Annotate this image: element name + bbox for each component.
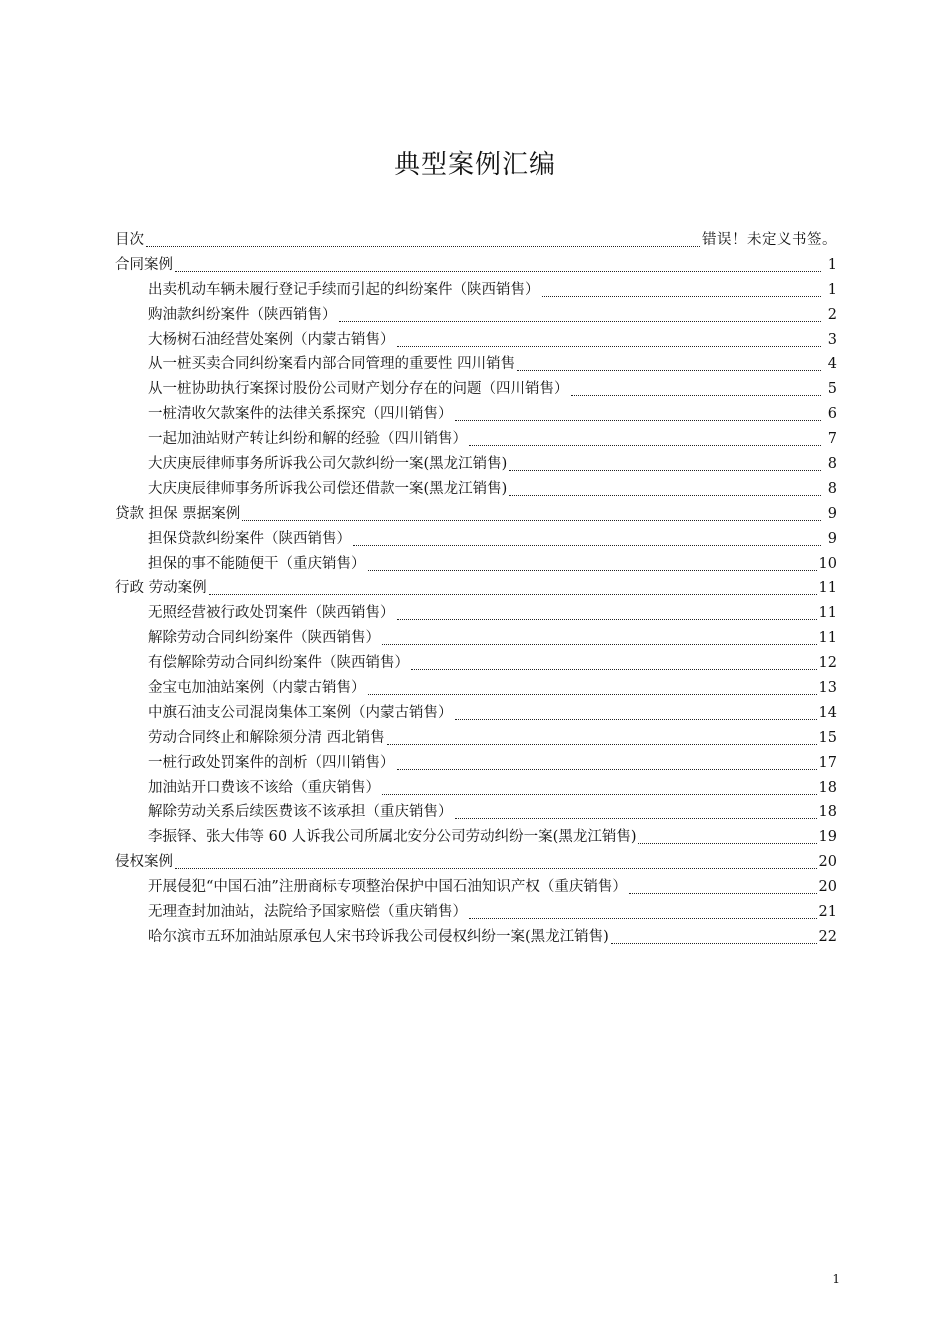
toc-leader-dots — [517, 370, 821, 371]
toc-entry-label: 解除劳动合同纠纷案件（陕西销售） — [148, 630, 380, 647]
toc-entry-label: 大庆庚辰律师事务所诉我公司欠款纠纷一案(黑龙江销售) — [148, 456, 508, 473]
toc-entry[interactable] — [115, 377, 837, 402]
toc-entry-page: 19 — [818, 829, 837, 846]
toc-entry[interactable] — [115, 751, 837, 776]
toc-entry-page: 3 — [827, 331, 837, 348]
toc-entry[interactable] — [115, 402, 837, 427]
toc-entry-label: 大庆庚辰律师事务所诉我公司偿还借款一案(黑龙江销售) — [148, 480, 508, 497]
toc-entry[interactable] — [115, 427, 837, 452]
toc-entry[interactable] — [115, 477, 837, 502]
toc-leader-dots — [146, 246, 700, 247]
toc-entry-page: 18 — [818, 779, 837, 796]
toc-entry-label: 一桩行政处罚案件的剖析（四川销售） — [148, 754, 395, 771]
toc-entry-page: 11 — [818, 605, 837, 622]
toc-entry-label: 有偿解除劳动合同纠纷案件（陕西销售） — [148, 655, 409, 672]
toc-entry-label: 出卖机动车辆未履行登记手续而引起的纠纷案件（陕西销售） — [148, 281, 540, 298]
toc-leader-dots — [455, 818, 817, 819]
page-number: 1 — [832, 1272, 840, 1286]
toc-entry[interactable] — [115, 676, 837, 701]
toc-entry[interactable] — [115, 303, 837, 328]
toc-entry[interactable] — [115, 651, 837, 676]
toc-entry-label: 购油款纠纷案件（陕西销售） — [148, 306, 337, 323]
toc-entry-label: 无照经营被行政处罚案件（陕西销售） — [148, 605, 395, 622]
toc-entry-label: 从一桩买卖合同纠纷案看内部合同管理的重要性 四川销售 — [148, 356, 516, 373]
toc-entry[interactable] — [115, 278, 837, 303]
toc-leader-dots — [397, 346, 822, 347]
toc-entry-label: 哈尔滨市五环加油站原承包人宋书玲诉我公司侵权纠纷一案(黑龙江销售) — [148, 928, 609, 945]
toc-leader-dots — [242, 520, 821, 521]
toc-leader-dots — [353, 545, 821, 546]
toc-section-entry[interactable] — [115, 576, 837, 601]
toc-entry-label: 中旗石油支公司混岗集体工案例（内蒙古销售） — [148, 704, 453, 721]
toc-entry-label: 担保的事不能随便干（重庆销售） — [148, 555, 366, 572]
toc-entry-label: 劳动合同终止和解除须分清 西北销售 — [148, 729, 385, 746]
toc-leader-dots — [368, 694, 817, 695]
toc-leader-dots — [509, 495, 821, 496]
toc-entry[interactable] — [115, 552, 837, 577]
toc-leader-dots — [469, 445, 821, 446]
toc-section-entry[interactable] — [115, 228, 837, 253]
toc-entry-page: 20 — [818, 854, 837, 871]
toc-leader-dots — [209, 594, 817, 595]
toc-entry[interactable] — [115, 601, 837, 626]
toc-entry-label: 解除劳动关系后续医费该不该承担（重庆销售） — [148, 804, 453, 821]
toc-leader-dots — [638, 843, 816, 844]
toc-section-entry[interactable] — [115, 253, 837, 278]
toc-leader-dots — [397, 769, 817, 770]
toc-entry-page: 13 — [818, 680, 837, 697]
toc-entry-label: 金宝屯加油站案例（内蒙古销售） — [148, 680, 366, 697]
toc-entry[interactable] — [115, 352, 837, 377]
toc-entry-page: 11 — [818, 580, 837, 597]
toc-entry-page: 21 — [818, 904, 837, 921]
toc-entry[interactable] — [115, 800, 837, 825]
toc-entry[interactable] — [115, 626, 837, 651]
toc-entry-label: 李振铎、张大伟等 60 人诉我公司所属北安分公司劳动纠纷一案(黑龙江销售) — [148, 829, 637, 846]
toc-entry[interactable] — [115, 925, 837, 950]
toc-entry[interactable] — [115, 527, 837, 552]
toc-entry-label: 目次 — [115, 232, 144, 248]
toc-leader-dots — [382, 794, 817, 795]
toc-leader-dots — [629, 893, 817, 894]
toc-entry-label: 担保贷款纠纷案件（陕西销售） — [148, 530, 351, 547]
toc-entry-page: 9 — [827, 530, 837, 547]
toc-leader-dots — [509, 470, 821, 471]
toc-entry-page: 22 — [818, 928, 837, 945]
toc-leader-dots — [368, 570, 817, 571]
toc-entry-page: 11 — [818, 630, 837, 647]
toc-leader-dots — [542, 296, 822, 297]
document-title: 典型案例汇编 — [393, 150, 556, 180]
toc-entry-page: 5 — [827, 381, 837, 398]
toc-section-entry[interactable] — [115, 502, 837, 527]
toc-section-entry[interactable] — [115, 850, 837, 875]
toc-entry-page: 15 — [818, 729, 837, 746]
toc-entry[interactable] — [115, 776, 837, 801]
toc-entry-page: 2 — [827, 306, 837, 323]
toc-leader-dots — [339, 321, 822, 322]
toc-entry[interactable] — [115, 701, 837, 726]
toc-entry-label: 贷款 担保 票据案例 — [115, 505, 241, 522]
toc-entry-label: 侵权案例 — [115, 854, 173, 871]
toc-entry-label: 合同案例 — [115, 256, 173, 273]
toc-entry[interactable] — [115, 452, 837, 477]
toc-entry-label: 从一桩协助执行案探讨股份公司财产划分存在的问题（四川销售） — [148, 381, 569, 398]
toc-entry-page: 20 — [818, 879, 837, 896]
toc-leader-dots — [611, 943, 817, 944]
toc-entry-page: 8 — [827, 456, 837, 473]
toc-entry-label: 一桩清收欠款案件的法律关系探究（四川销售） — [148, 406, 453, 423]
table-of-contents — [115, 228, 837, 950]
toc-entry[interactable] — [115, 726, 837, 751]
toc-entry-page: 14 — [818, 704, 837, 721]
toc-entry-page: 4 — [827, 356, 837, 373]
toc-entry-page: 1 — [827, 256, 837, 273]
toc-entry-label: 大杨树石油经营处案例（内蒙古销售） — [148, 331, 395, 348]
toc-entry-page: 17 — [818, 754, 837, 771]
toc-leader-dots — [175, 271, 821, 272]
toc-entry-page: 12 — [818, 655, 837, 672]
toc-leader-dots — [455, 420, 822, 421]
toc-leader-dots — [411, 669, 817, 670]
toc-leader-dots — [382, 644, 817, 645]
toc-entry-page: 18 — [818, 804, 837, 821]
toc-entry-label: 无理查封加油站，法院给予国家赔偿（重庆销售） — [148, 904, 467, 921]
toc-entry[interactable] — [115, 875, 837, 900]
toc-entry-page: 错误！未定义书签。 — [702, 232, 837, 248]
toc-entry[interactable] — [115, 328, 837, 353]
toc-entry-page: 7 — [827, 431, 837, 448]
toc-leader-dots — [455, 719, 817, 720]
toc-leader-dots — [397, 619, 817, 620]
toc-entry-label: 行政 劳动案例 — [115, 580, 207, 597]
toc-leader-dots — [469, 918, 817, 919]
toc-entry-page: 1 — [827, 281, 837, 298]
toc-entry-page: 10 — [818, 555, 837, 572]
toc-entry[interactable] — [115, 825, 837, 850]
toc-leader-dots — [387, 744, 817, 745]
toc-entry-label: 开展侵犯“中国石油”注册商标专项整治保护中国石油知识产权（重庆销售） — [148, 879, 627, 896]
toc-leader-dots — [571, 395, 822, 396]
toc-entry-page: 6 — [827, 406, 837, 423]
toc-entry-page: 9 — [827, 505, 837, 522]
toc-entry-page: 8 — [827, 480, 837, 497]
toc-entry-label: 一起加油站财产转让纠纷和解的经验（四川销售） — [148, 431, 467, 448]
toc-entry[interactable] — [115, 900, 837, 925]
toc-leader-dots — [175, 868, 817, 869]
toc-entry-label: 加油站开口费该不该给（重庆销售） — [148, 779, 380, 796]
